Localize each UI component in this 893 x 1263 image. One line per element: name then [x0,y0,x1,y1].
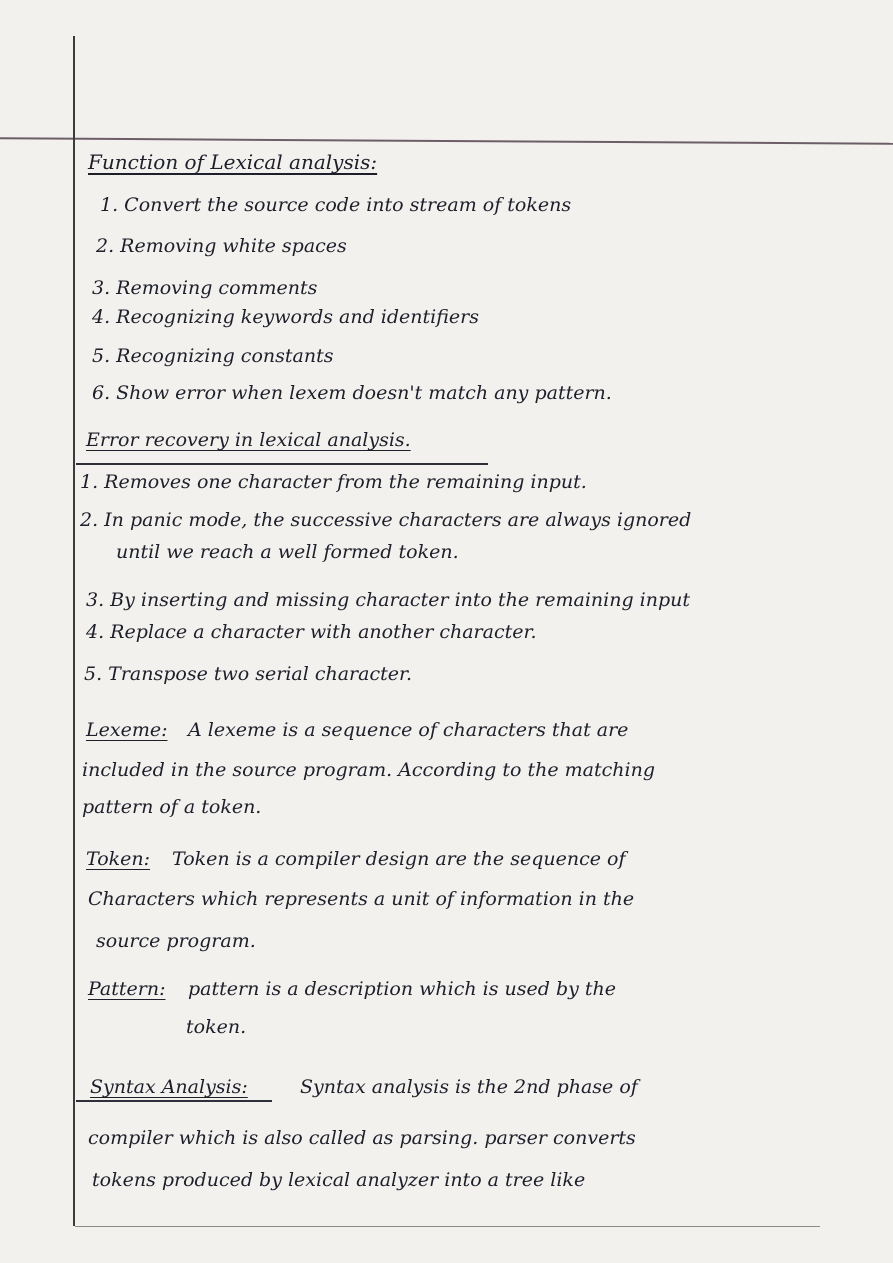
definition-line: Syntax analysis is the 2nd phase of [300,1076,638,1098]
definition-line: A lexeme is a sequence of characters that are [188,719,629,741]
list-item: 2. In panic mode, the successive characters are always ignored [80,509,692,531]
section-heading-error-recovery: Error recovery in lexical analysis. [86,429,411,451]
list-item: 1. Convert the source code into stream of tokens [100,194,572,216]
list-item-continuation: until we reach a well formed token. [116,541,459,563]
section-heading-lexical-functions: Function of Lexical analysis: [88,150,378,174]
term-pattern: Pattern: [88,978,166,1000]
list-item: 3. By inserting and missing character into the remaining input [86,589,691,611]
list-item: 3. Removing comments [92,277,318,299]
definition-line: included in the source program. According to the matching [82,759,655,781]
term-lexeme: Lexeme: [86,719,168,741]
margin-line [73,36,75,1226]
divider [76,1100,272,1102]
definition-line: token. [186,1016,247,1038]
list-item: 4. Replace a character with another character. [86,621,537,643]
list-item: 2. Removing white spaces [96,235,347,257]
definition-line: tokens produced by lexical analyzer into a tree like [92,1169,586,1191]
definition-line: compiler which is also called as parsing. parser converts [88,1127,636,1149]
definition-line: Characters which represents a unit of information in the [88,888,635,910]
page-bottom-rule [75,1226,820,1227]
list-item: 4. Recognizing keywords and identifiers [92,306,479,328]
list-item: 1. Removes one character from the remaining input. [80,471,587,493]
term-syntax-analysis: Syntax Analysis: [90,1076,248,1098]
list-item: 6. Show error when lexem doesn't match any pattern. [92,382,612,404]
definition-line: pattern is a description which is used by the [188,978,616,1000]
divider [76,463,488,465]
definition-line: Token is a compiler design are the sequence of [172,848,626,870]
page-top-rule [0,137,893,144]
term-token: Token: [86,848,151,870]
definition-line: source program. [96,930,256,952]
list-item: 5. Recognizing constants [92,345,334,367]
list-item: 5. Transpose two serial character. [84,663,413,685]
definition-line: pattern of a token. [82,796,262,818]
